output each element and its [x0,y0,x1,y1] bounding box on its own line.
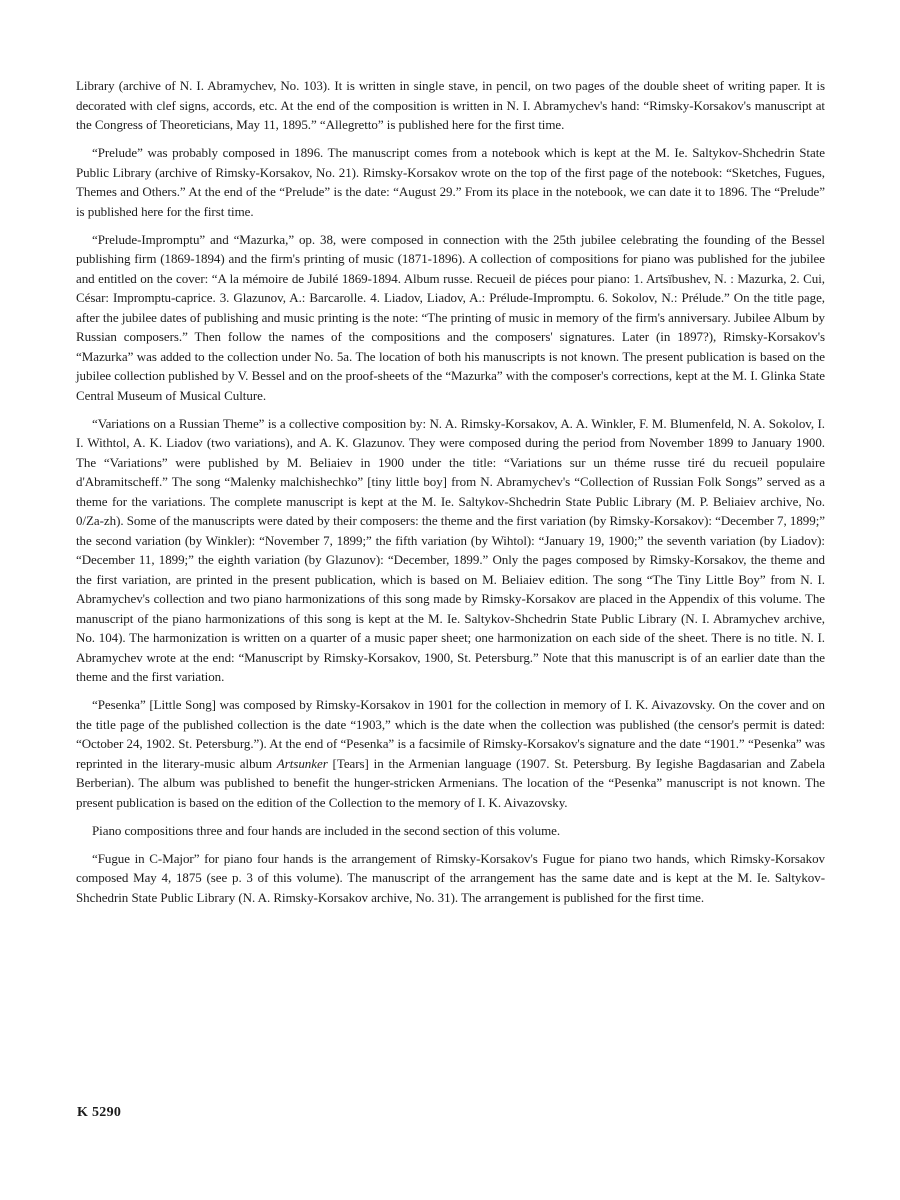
paragraph-second-section: Piano compositions three and four hands are included in the second section of this volume. [92,822,561,838]
paragraph-variations: “Variations on a Russian Theme” is a collective composition by: N. A. Rimsky-Korsakov, A. A. Winkler, F. M. Blumenfeld, N. A. Sokolov, I. I. Withtol, A. K. Liadov (two variations), and A. K. Glazunov. They were composed during the period from November 1899 to January 1900. The “Variations” were published by M. Beliaiev in 1900 under the title: “Variations sur un théme russe tiré du recueil populaire d'Abramitscheff.” The song “Malenky malchishechko” [tiny little boy] from N. Abramychev's “Collection of Russian Folk Songs” served as a theme for the variations. The complete manuscript is kept at the M. Ie. Saltykov-Shchedrin State Public Library (M. P. Beliaiev archive, No. 0/Za-zh). Some of the manuscripts were dated by their composers: the theme and the first variation (by Rimsky-Korsakov): “December 7, 1899;” the second variation (by Winkler): “November 7, 1899;” the fifth variation (by Wihtol): “January 19, 1900;” the seventh variation (by Liadov): “December 11, 1899;” the eighth variation (by Glazunov): “December, 1899.” Only the pages composed by Rimsky-Korsakov, the theme and the first variation, are printed in the present publication, which is based on M. Beliaiev edition. The song “The Tiny Little Boy” from N. I. Abramychev's collection and two piano harmonizations of this song made by Rimsky-Korsakov are placed in the Appendix of this volume. The manuscript of the piano harmonizations of this song is kept at the M. Ie. Saltykov-Shchedrin State Public Library (N. I. Abramychev archive, No. 104). The harmonization is written on a quarter of a music paper sheet; one harmonization on each side of the sheet. There is no title. N. I. Abramychev wrote at the end: “Manuscript by Rimsky-Korsakov, 1900, St. Petersburg.” Note that this manuscript is of an earlier date than the theme and the first variation. [76,415,825,684]
paragraph-fugue: “Fugue in C-Major” for piano four hands is the arrangement of Rimsky-Korsakov's Fugue for piano two hands, which Rimsky-Korsakov composed May 4, 1875 (see p. 3 of this volume). The manuscript of the arrangement has the same date and is kept at the M. Ie. Saltykov-Shchedrin State Public Library (N. A. Rimsky-Korsakov archive, No. 31). The arrangement is published for the first time. [76,850,825,905]
album-title-italic: Artsunker [276,755,328,771]
catalog-code: K 5290 [77,1105,122,1120]
paragraph-prelude: “Prelude” was probably composed in 1896. The manuscript comes from a notebook which is kept at the M. Ie. Saltykov-Shchedrin State Public Library (archive of Rimsky-Korsakov, No. 21). Rimsky-Korsakov wrote on the top of the first page of the notebook: “Sketches, Fugues, Themes and Others.” At the end of the “Prelude” is the date: “August 29.” From its place in the notebook, we can date it to 1896. The “Prelude” is published here for the first time. [76,145,825,219]
paragraph-prelude-impromptu-mazurka: “Prelude-Impromptu” and “Mazurka,” op. 38, were composed in connection with the 25th jubilee celebrating the founding of the Bessel publishing firm (1869-1894) and the firm's printing of music (1871-1896). A collection of compositions for piano was published for the jubilee and entitled on the cover: “A la mémoire de Jubilé 1869-1894. Album russe. Recueil de piéces pour piano: 1. Artsïbushev, N. : Mazurka, 2. Cui, César: Impromptu-caprice. 3. Glazunov, A.: Barcarolle. 4. Liadov, Liadov, A.: Prélude-Impromptu. 6. Sokolov, N.: Prélude.” On the title page, after the jubilee dates of publishing and music printing is the note: “The printing of music in memory of the firm's anniversary. Jubilee Album by Russian composers.” Then follow the names of the compositions and the composers' signatures. Later (in 1897?), Rimsky-Korsakov's “Mazurka” was added to the collection under No. 5a. The location of both his manuscripts is not known. The present publication is based on the jubilee collection published by V. Bessel and on the proof-sheets of the “Mazurka” with the composer's corrections, kept at the M. I. Glinka State Central Museum of Musical Culture. [76,231,825,403]
pesenka-text-end: [Tears] in the Armenian language (1907. St. Petersburg. By Iegishe Bagdasarian and Zabela Berberian). The album was published to benefit the hunger-stricken Armenians. The location of the “Pesenka” manuscript is not known. The present publication is based on the edition of the Collection to the memory of I. K. Aivazovsky. [76,755,825,810]
pesenka-text-start: “Pesenka” [Little Song] was composed by Rimsky-Korsakov in 1901 for the collection in memory of I. K. Aivazovsky. On the cover and on the title page of the published collection is the date “1903,” which is the date when the collection was published (the censor's permit is dated: “October 24, 1902. St. Petersburg.”). At the end of “Pesenka” is a facsimile of Rimsky-Korsakov's signature and the date “1901.” “Pesenka” was reprinted in the literary-music album [76,697,825,771]
body-text [76,76,825,907]
paragraph-pesenka [76,695,825,812]
paragraph-allegretto: Library (archive of N. I. Abramychev, No. 103). It is written in single stave, in pencil, on two pages of the double sheet of writing paper. It is decorated with clef signs, accords, etc. At the end of the composition is written in N. I. Abramychev's hand: “Rimsky-Korsakov's manuscript at the Congress of Theoreticians, May 11, 1895.” “Allegretto” is published here for the first time. [76,78,825,132]
